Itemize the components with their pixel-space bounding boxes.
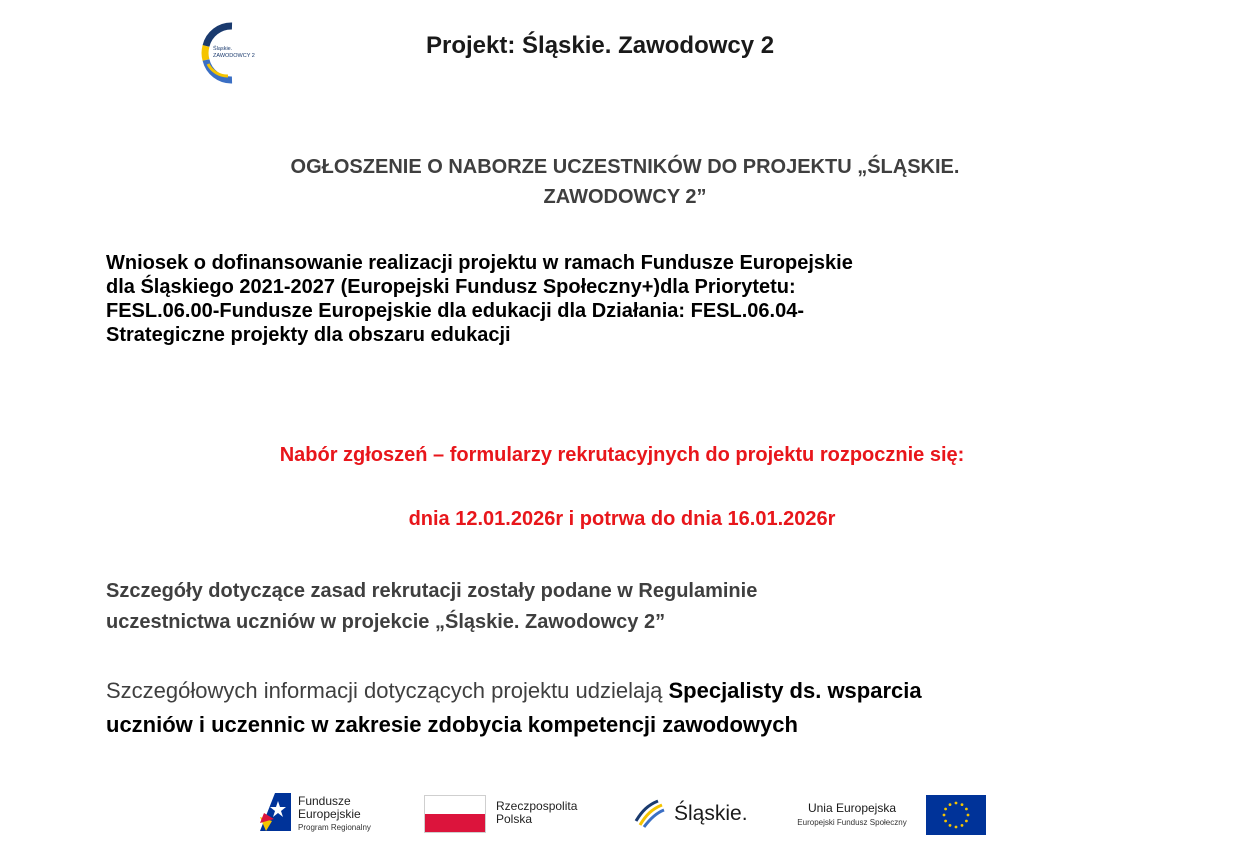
fe-text-1: Fundusze	[298, 794, 351, 808]
polish-flag-icon	[424, 795, 486, 833]
slaskie-wave-icon	[632, 797, 668, 829]
fundusze-europejskie-star-icon	[258, 791, 292, 833]
eu-stars-icon	[926, 795, 986, 835]
eu-text-2: Europejski Fundusz Społeczny	[797, 818, 907, 827]
project-title: Projekt: Śląskie. Zawodowcy 2	[426, 32, 775, 59]
fe-text-2: Europejskie	[298, 807, 361, 821]
application-line: Wniosek o dofinansowanie realizacji projektu w ramach Fundusze Europejskie	[106, 252, 853, 274]
contact-paragraph	[106, 674, 1146, 742]
contact-line	[106, 674, 1146, 708]
contact-bold-text: Specjalisty ds. wsparcia	[668, 678, 922, 703]
rzeczpospolita-logo-text	[496, 800, 577, 826]
announcement-line: ZAWODOWCY 2”	[543, 186, 707, 208]
unia-europejska-text	[786, 801, 918, 827]
project-logo-text-1: Śląskie.	[213, 46, 233, 52]
announcement-line: OGŁOSZENIE O NABORZE UCZESTNIKÓW DO PROJEKTU „ŚLĄSKIE.	[290, 156, 960, 178]
rp-text-2: Polska	[496, 812, 533, 826]
announcement-heading	[140, 152, 1110, 212]
application-line: dla Śląskiego 2021-2027 (Europejski Fundusz Społeczny+)dla Priorytetu:	[106, 276, 796, 298]
fundusze-europejskie-logo	[258, 791, 408, 837]
rp-text-1: Rzeczpospolita	[496, 799, 578, 813]
application-line: FESL.06.00-Fundusze Europejskie dla edukacji dla Działania: FESL.06.04-	[106, 300, 804, 322]
slaskie-text: Śląskie.	[674, 802, 748, 825]
contact-regular-text: Szczegółowych informacji dotyczących projektu udzielają	[106, 678, 669, 703]
fe-text-3: Program Regionalny	[298, 823, 371, 832]
recruitment-start-text: Nabór zgłoszeń – formularzy rekrutacyjnych do projektu rozpocznie się:	[279, 444, 965, 466]
slaskie-logo	[632, 797, 760, 831]
application-paragraph	[106, 251, 1126, 347]
project-logo-text-2: ZAWODOWCY 2	[213, 53, 255, 59]
details-line: uczestnictwa uczniów w projekcie „Śląskie. Zawodowcy 2”	[106, 611, 666, 633]
contact-bold-text: uczniów i uczennic w zakresie zdobycia kompetencji zawodowych	[106, 712, 798, 737]
contact-line	[106, 708, 1146, 742]
details-paragraph	[106, 576, 1126, 638]
recruitment-dates-text: dnia 12.01.2026r i potrwa do dnia 16.01.2026r	[408, 508, 836, 530]
application-line: Strategiczne projekty dla obszaru edukacji	[106, 324, 511, 346]
project-logo	[196, 20, 276, 84]
eu-flag-icon	[926, 795, 986, 835]
eu-text-1: Unia Europejska	[807, 801, 897, 815]
details-line: Szczegóły dotyczące zasad rekrutacji zostały podane w Regulaminie	[106, 580, 758, 602]
